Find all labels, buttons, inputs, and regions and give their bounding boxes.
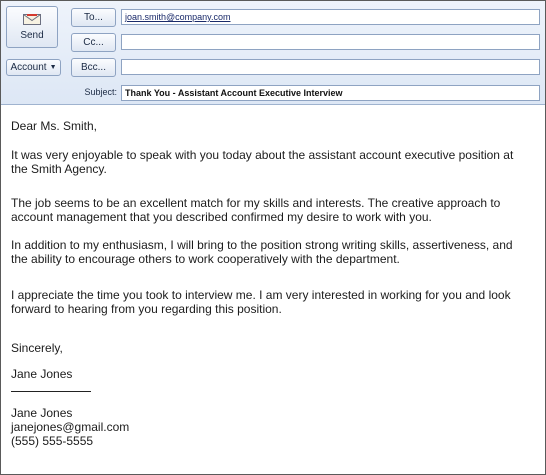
paragraph-3: In addition to my enthusiasm, I will bring to the position strong writing skills, assertiveness, and the ability to encourage others to work cooperatively with the department.	[11, 238, 513, 266]
account-dropdown-button[interactable]	[6, 59, 61, 76]
signature-divider	[11, 391, 91, 392]
signature-block-name: Jane Jones	[11, 406, 73, 420]
subject-field[interactable]: Thank You - Assistant Account Executive Interview	[121, 85, 540, 101]
cc-field[interactable]	[121, 34, 540, 50]
send-button[interactable]	[6, 6, 58, 48]
signature-name: Jane Jones	[11, 367, 73, 381]
caret-down-icon: ▼	[49, 64, 57, 71]
signature-phone: (555) 555-5555	[11, 434, 94, 448]
to-field[interactable]	[121, 9, 540, 25]
account-button-label: Account	[10, 62, 47, 73]
signature-email: janejones@gmail.com	[11, 420, 130, 434]
subject-label: Subject:	[84, 87, 117, 97]
paragraph-4: I appreciate the time you took to interview me. I am very interested in working for you and look forward to hearing from you regarding this position.	[11, 288, 511, 316]
paragraph-2: The job seems to be an excellent match for my skills and interests. The creative approach to account management that you described confirmed my desire to work with you.	[11, 196, 501, 224]
cc-button[interactable]	[71, 33, 116, 52]
cc-button-label: Cc...	[83, 37, 104, 48]
to-button-label: To...	[84, 12, 103, 23]
send-button-label: Send	[20, 29, 44, 41]
to-recipient[interactable]: joan.smith@company.com	[125, 12, 231, 22]
closing: Sincerely,	[11, 341, 63, 355]
compose-header	[1, 1, 545, 105]
paragraph-1: It was very enjoyable to speak with you today about the assistant account executive position at the Smith Agency.	[11, 148, 514, 176]
bcc-button[interactable]	[71, 58, 116, 77]
envelope-icon	[23, 14, 41, 25]
greeting: Dear Ms. Smith,	[11, 119, 98, 133]
bcc-button-label: Bcc...	[80, 62, 106, 73]
signature-block	[11, 406, 129, 448]
to-button[interactable]	[71, 8, 116, 27]
bcc-field[interactable]	[121, 59, 540, 75]
